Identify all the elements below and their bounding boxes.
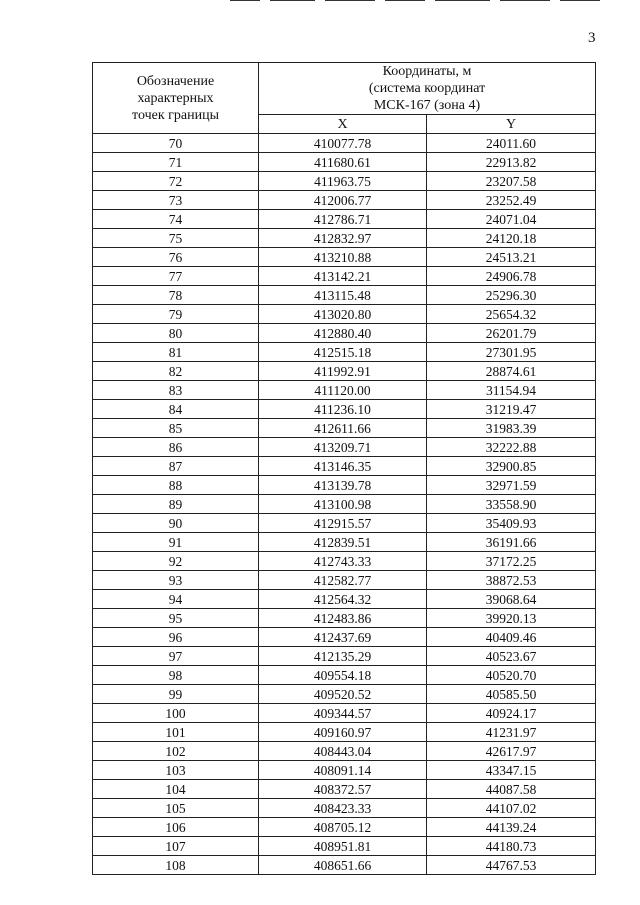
x-cell: 411992.91 [259,362,427,381]
table-row [93,134,596,153]
y-cell: 24011.60 [427,134,596,153]
x-cell: 408705.12 [259,818,427,837]
y-cell: 35409.93 [427,514,596,533]
point-cell: 106 [93,818,259,837]
point-cell: 93 [93,571,259,590]
point-cell: 88 [93,476,259,495]
table-row [93,628,596,647]
x-cell: 412743.33 [259,552,427,571]
point-cell: 82 [93,362,259,381]
point-cell: 94 [93,590,259,609]
y-cell: 24906.78 [427,267,596,286]
table-body [93,134,596,875]
y-cell: 42617.97 [427,742,596,761]
point-cell: 83 [93,381,259,400]
x-cell: 412915.57 [259,514,427,533]
table-row [93,571,596,590]
x-cell: 408651.66 [259,856,427,875]
table-row [93,666,596,685]
point-cell: 102 [93,742,259,761]
x-cell: 412564.32 [259,590,427,609]
point-cell: 85 [93,419,259,438]
x-cell: 413210.88 [259,248,427,267]
x-cell: 410077.78 [259,134,427,153]
x-cell: 413209.71 [259,438,427,457]
x-cell: 412135.29 [259,647,427,666]
y-cell: 44087.58 [427,780,596,799]
y-cell: 41231.97 [427,723,596,742]
coordinates-header: Координаты, м (система координат МСК-167 (зона 4) [259,63,596,115]
point-cell: 105 [93,799,259,818]
y-cell: 39068.64 [427,590,596,609]
y-cell: 31219.47 [427,400,596,419]
x-cell: 409160.97 [259,723,427,742]
point-cell: 73 [93,191,259,210]
table-row [93,210,596,229]
table-row [93,856,596,875]
table-row [93,267,596,286]
x-cell: 413100.98 [259,495,427,514]
x-cell: 412832.97 [259,229,427,248]
x-cell: 412483.86 [259,609,427,628]
point-cell: 70 [93,134,259,153]
x-cell: 412006.77 [259,191,427,210]
point-cell: 71 [93,153,259,172]
y-cell: 40924.17 [427,704,596,723]
point-cell: 90 [93,514,259,533]
table-row [93,609,596,628]
point-cell: 89 [93,495,259,514]
table-row [93,419,596,438]
point-cell: 101 [93,723,259,742]
table-row [93,191,596,210]
table-row [93,761,596,780]
table-row [93,780,596,799]
table-row [93,457,596,476]
table-row [93,818,596,837]
table-row [93,438,596,457]
x-cell: 412839.51 [259,533,427,552]
y-cell: 32900.85 [427,457,596,476]
y-cell: 44180.73 [427,837,596,856]
point-cell: 96 [93,628,259,647]
table-row [93,172,596,191]
table-row [93,552,596,571]
table-row [93,400,596,419]
x-cell: 411236.10 [259,400,427,419]
y-cell: 23207.58 [427,172,596,191]
y-cell: 44139.24 [427,818,596,837]
y-cell: 32222.88 [427,438,596,457]
point-cell: 78 [93,286,259,305]
point-cell: 77 [93,267,259,286]
x-cell: 413139.78 [259,476,427,495]
x-cell: 412611.66 [259,419,427,438]
y-cell: 40585.50 [427,685,596,704]
coordinates-table [92,62,596,875]
x-cell: 408091.14 [259,761,427,780]
y-cell: 40523.67 [427,647,596,666]
point-cell: 91 [93,533,259,552]
point-cell: 95 [93,609,259,628]
table-row [93,837,596,856]
point-cell: 104 [93,780,259,799]
y-cell: 28874.61 [427,362,596,381]
x-cell: 408443.04 [259,742,427,761]
top-rules [230,0,600,2]
table-row [93,742,596,761]
y-cell: 22913.82 [427,153,596,172]
table-row [93,362,596,381]
point-cell: 99 [93,685,259,704]
point-cell: 84 [93,400,259,419]
point-cell: 103 [93,761,259,780]
table-row [93,153,596,172]
table-row [93,305,596,324]
table-row [93,324,596,343]
y-cell: 24513.21 [427,248,596,267]
y-cell: 24120.18 [427,229,596,248]
y-cell: 24071.04 [427,210,596,229]
x-cell: 409554.18 [259,666,427,685]
x-cell: 412515.18 [259,343,427,362]
x-cell: 411120.00 [259,381,427,400]
table-row [93,685,596,704]
x-cell: 408951.81 [259,837,427,856]
x-cell: 411963.75 [259,172,427,191]
point-cell: 74 [93,210,259,229]
x-cell: 413115.48 [259,286,427,305]
table-row [93,514,596,533]
x-cell: 411680.61 [259,153,427,172]
x-cell: 409344.57 [259,704,427,723]
table-row [93,704,596,723]
point-cell: 76 [93,248,259,267]
point-cell: 80 [93,324,259,343]
table-row [93,286,596,305]
y-cell: 27301.95 [427,343,596,362]
table-row [93,723,596,742]
point-cell: 107 [93,837,259,856]
x-cell: 413146.35 [259,457,427,476]
x-cell: 412880.40 [259,324,427,343]
y-cell: 32971.59 [427,476,596,495]
y-cell: 37172.25 [427,552,596,571]
x-cell: 412437.69 [259,628,427,647]
point-cell: 86 [93,438,259,457]
table-row [93,495,596,514]
y-cell: 25296.30 [427,286,596,305]
y-cell: 31154.94 [427,381,596,400]
y-cell: 33558.90 [427,495,596,514]
y-cell: 44767.53 [427,856,596,875]
y-cell: 40520.70 [427,666,596,685]
x-cell: 408423.33 [259,799,427,818]
point-label-header: Обозначение характерных точек границы [93,63,259,134]
point-cell: 100 [93,704,259,723]
point-cell: 87 [93,457,259,476]
table-row [93,229,596,248]
y-cell: 38872.53 [427,571,596,590]
x-cell: 413142.21 [259,267,427,286]
table-row [93,799,596,818]
table-row [93,248,596,267]
y-cell: 31983.39 [427,419,596,438]
y-cell: 39920.13 [427,609,596,628]
table-row [93,381,596,400]
x-cell: 408372.57 [259,780,427,799]
point-cell: 75 [93,229,259,248]
table-row [93,343,596,362]
y-cell: 44107.02 [427,799,596,818]
point-cell: 81 [93,343,259,362]
y-cell: 25654.32 [427,305,596,324]
point-cell: 108 [93,856,259,875]
y-column-header: Y [427,115,596,134]
y-cell: 43347.15 [427,761,596,780]
point-cell: 72 [93,172,259,191]
y-cell: 26201.79 [427,324,596,343]
x-column-header: X [259,115,427,134]
page-number: 3 [588,30,596,46]
point-cell: 79 [93,305,259,324]
x-cell: 412786.71 [259,210,427,229]
y-cell: 23252.49 [427,191,596,210]
x-cell: 412582.77 [259,571,427,590]
point-cell: 97 [93,647,259,666]
table-row [93,647,596,666]
point-cell: 98 [93,666,259,685]
point-cell: 92 [93,552,259,571]
table-row [93,533,596,552]
table-row [93,476,596,495]
table-row [93,590,596,609]
y-cell: 36191.66 [427,533,596,552]
x-cell: 413020.80 [259,305,427,324]
y-cell: 40409.46 [427,628,596,647]
x-cell: 409520.52 [259,685,427,704]
